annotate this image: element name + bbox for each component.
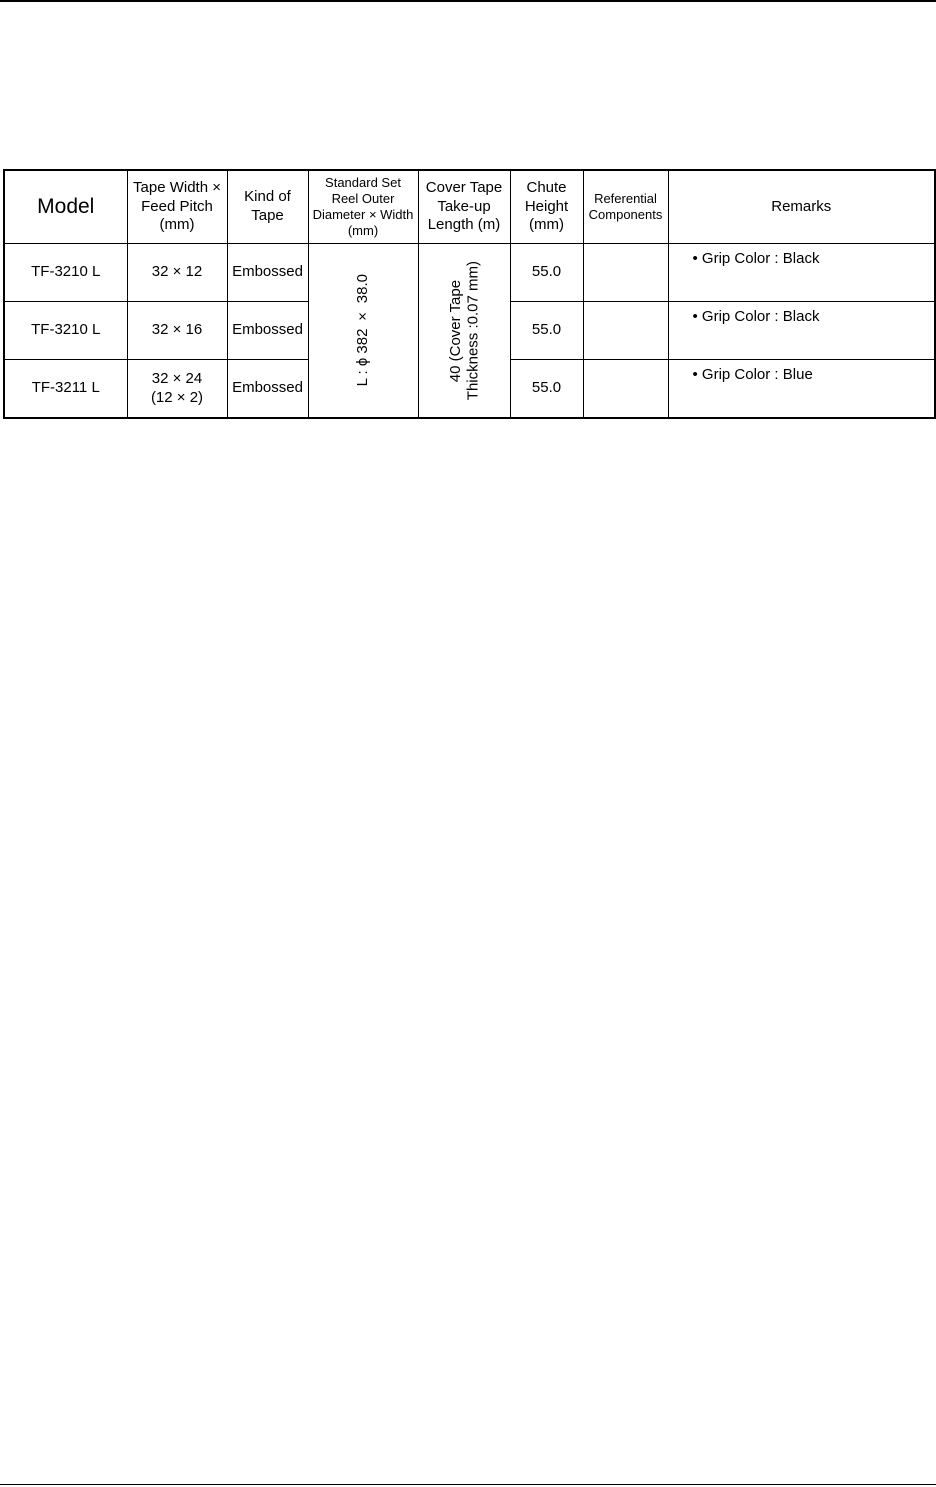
header-reel-line: Standard Set	[325, 174, 401, 190]
cover-value-line: 40 (Cover Tape	[446, 279, 464, 382]
cell-model: TF-3210 L	[4, 302, 127, 360]
header-reel-line: (mm)	[347, 223, 379, 239]
header-kind-of-tape	[227, 170, 308, 244]
header-tape-width-line: (mm)	[159, 216, 195, 234]
cell-tape-width	[127, 244, 227, 302]
cell-kind: Embossed	[227, 244, 308, 302]
header-reel-line: Reel Outer	[331, 190, 395, 206]
bottom-rule	[0, 1484, 936, 1485]
cell-model: TF-3210 L	[4, 244, 127, 302]
header-cover-line: Length (m)	[427, 216, 501, 234]
cell-referential	[583, 244, 668, 302]
cell-reel-merged	[308, 244, 418, 419]
cell-remarks: • Grip Color : Black	[668, 244, 935, 302]
cell-tape-width	[127, 360, 227, 419]
header-kind-line: Kind of	[244, 188, 291, 206]
reel-value: L : ϕ 382 × 38.0	[354, 274, 372, 387]
cell-tape-width-line: 32 × 16	[151, 321, 203, 339]
cell-model: TF-3211 L	[4, 360, 127, 419]
header-cover-line: Take-up	[437, 197, 491, 215]
cell-tape-width	[127, 302, 227, 360]
header-chute-line: Height	[524, 197, 569, 215]
cell-tape-width-line: 32 × 12	[151, 263, 203, 281]
header-reel	[308, 170, 418, 244]
cell-remarks: • Grip Color : Black	[668, 302, 935, 360]
cell-referential	[583, 360, 668, 419]
cell-cover-merged	[418, 244, 510, 419]
cover-value	[447, 261, 482, 400]
header-referential-line: Referential	[594, 190, 657, 206]
header-cover-line: Cover Tape	[425, 178, 503, 196]
cell-referential	[583, 302, 668, 360]
cell-chute: 55.0	[510, 302, 583, 360]
header-remarks: Remarks	[668, 170, 935, 244]
header-tape-width-line: Tape Width ×	[133, 178, 221, 196]
header-row	[4, 170, 935, 244]
header-referential-line: Components	[588, 207, 663, 222]
header-referential	[583, 170, 668, 244]
cover-value-line: Thickness :0.07 mm)	[464, 260, 481, 401]
cell-kind: Embossed	[227, 302, 308, 360]
cell-tape-width-line: 32 × 24	[151, 369, 203, 387]
header-tape-width-line: Feed Pitch	[141, 197, 213, 215]
header-cover-tape	[418, 170, 510, 244]
top-rule	[0, 0, 936, 2]
cell-tape-width-line: (12 × 2)	[150, 388, 204, 406]
table-row	[4, 244, 935, 302]
cell-kind: Embossed	[227, 360, 308, 419]
cell-chute: 55.0	[510, 244, 583, 302]
header-model: Model	[4, 170, 127, 244]
header-kind-line: Tape	[251, 207, 284, 224]
header-chute-height	[510, 170, 583, 244]
cell-remarks: • Grip Color : Blue	[668, 360, 935, 419]
cell-chute: 55.0	[510, 360, 583, 419]
header-chute-line: Chute	[526, 178, 567, 196]
header-tape-width	[127, 170, 227, 244]
header-chute-line: (mm)	[529, 216, 564, 234]
header-reel-line: Diameter × Width	[312, 207, 414, 222]
spec-table	[3, 169, 936, 419]
